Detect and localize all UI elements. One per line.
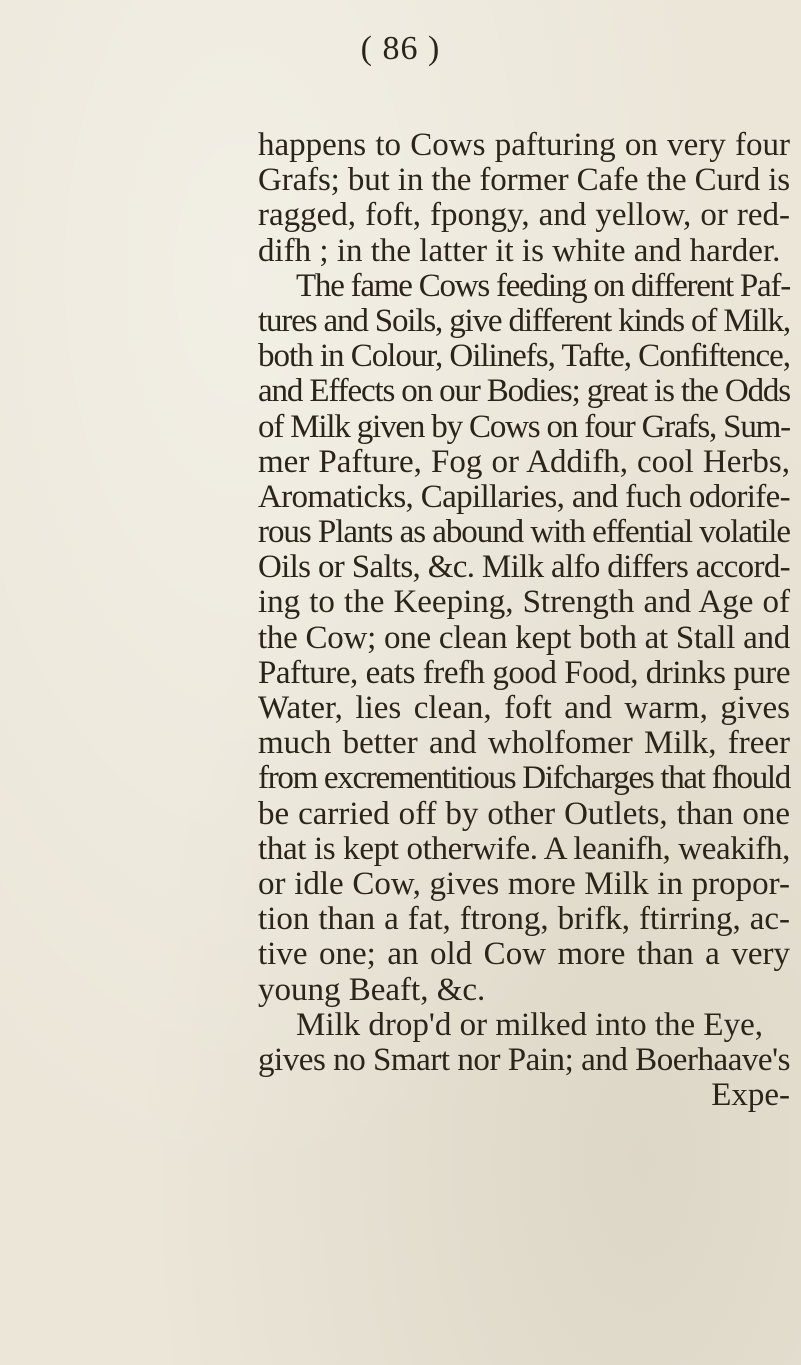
text-line: Milk drop'd or milked into the Eye, [296,1006,763,1043]
text-line: happens to Cows pafturing on very four [258,127,790,163]
text-line: from excrementitious Difcharges that fhould [258,760,790,797]
text-line: tive one; an old Cow more than a very [258,936,790,973]
body-text [258,128,790,1113]
text-line: that is kept otherwife. A leanifh, weakifh, [258,830,790,867]
text-line: both in Colour, Oilinefs, Tafte, Confiftence, [258,338,790,375]
text-line: mer Pafture, Fog or Addifh, cool Herbs, [258,443,790,480]
text-line: Oils or Salts, &c. Milk alfo differs accord- [258,549,790,586]
text-line: of Milk given by Cows on four Grafs, Sum- [258,408,790,445]
text-line: Grafs; but in the former Cafe the Curd is [258,162,790,199]
text-line: rous Plants as abound with effential volatile [258,514,790,551]
text-line: Pafture, eats frefh good Food, drinks pure [258,654,790,691]
text-line: tion than a fat, ftrong, brifk, ftirring, ac- [258,901,790,938]
text-line: and Effects on our Bodies; great is the Odds [258,373,790,410]
page-number: ( 86 ) [360,30,441,67]
text-line: much better and wholfomer Milk, freer [258,725,790,762]
text-line: or idle Cow, gives more Milk in propor- [258,865,790,902]
text-line: gives no Smart nor Pain; and Boerhaave's [258,1041,790,1078]
text-line: young Beaft, &c. [258,971,486,1008]
text-line: Aromaticks, Capillaries, and fuch odorife- [258,478,790,515]
text-line: the Cow; one clean kept both at Stall and [258,619,790,656]
text-line: Expe- [711,1077,790,1114]
text-line: be carried off by other Outlets, than one [258,795,790,832]
text-line: The fame Cows feeding on different Paf- [296,267,790,304]
text-line: tures and Soils, give different kinds of Milk, [258,302,790,339]
text-line: Water, lies clean, foft and warm, gives [258,690,790,726]
text-line: ragged, foft, fpongy, and yellow, or red- [258,197,790,234]
text-line: ing to the Keeping, Strength and Age of [258,584,790,621]
text-line: difh ; in the latter it is white and harder. [258,232,781,269]
